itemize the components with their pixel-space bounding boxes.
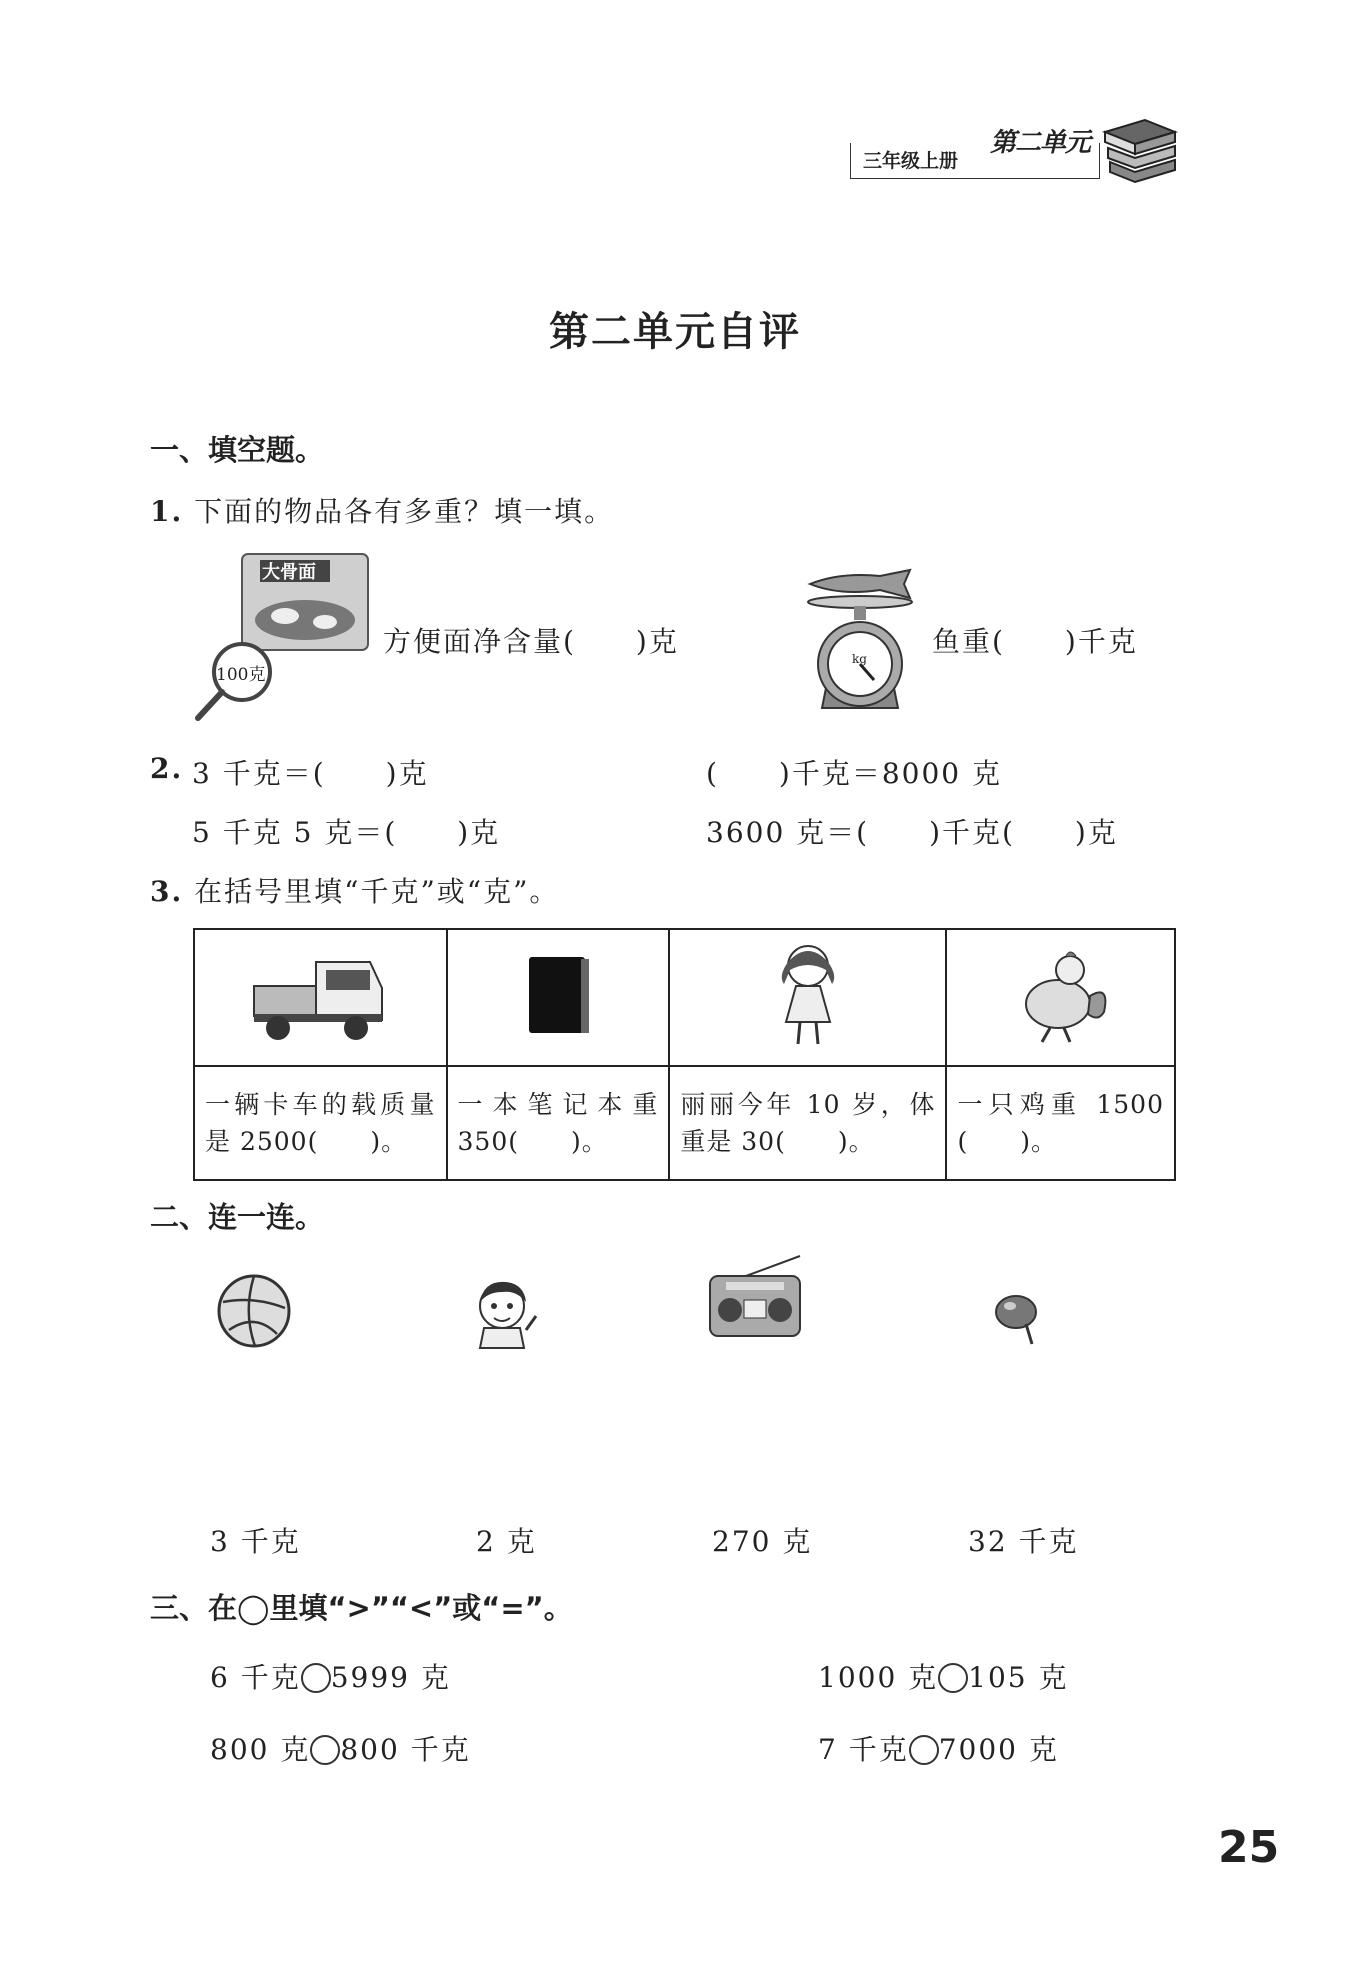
table-cell-truck-image [194, 929, 447, 1066]
volleyball-icon [215, 1272, 293, 1354]
girl-icon [768, 940, 848, 1052]
q1-prompt [150, 490, 614, 530]
scale-unit: kg [852, 652, 867, 666]
page-number: 25 [1218, 1822, 1280, 1873]
table-cell-girl-text: 丽丽今年 10 岁，体重是 30( )。 [669, 1066, 946, 1180]
noodle-question: 方便面净含量( )克 [383, 625, 679, 658]
weight-table [193, 928, 1176, 1181]
scale-icon [800, 568, 920, 732]
table-cell-truck-text: 一辆卡车的载质量是 2500( )。 [194, 1066, 447, 1180]
books-icon [1100, 112, 1180, 188]
weight-label-2: 2 克 [476, 1525, 537, 1558]
notebook-icon [523, 953, 593, 1039]
chicken-icon [1006, 948, 1116, 1044]
magnifier-icon [190, 638, 280, 732]
radio-icon [706, 1252, 806, 1348]
answer-circle[interactable] [938, 1663, 968, 1693]
fish-question: 鱼重( )千克 [932, 625, 1138, 658]
section2-heading: 二、连一连。 [150, 1200, 325, 1234]
boy-icon [468, 1276, 544, 1354]
q1-number: 1. [150, 495, 184, 528]
q2-item-4: 3600 克＝( )千克( )克 [706, 816, 1118, 849]
comparison-left: 1000 克 [818, 1661, 939, 1694]
comparison-1 [210, 1656, 451, 1696]
answer-circle[interactable] [301, 1663, 331, 1693]
q2-item-1: 3 千克＝( )克 [192, 757, 429, 790]
section1-heading: 一、填空题。 [150, 433, 325, 467]
weight-label-1: 3 千克 [210, 1525, 301, 1558]
weight-label-4: 32 千克 [968, 1525, 1079, 1558]
q2-item-3: 5 千克 5 克＝( )克 [192, 816, 501, 849]
comparison-left: 7 千克 [818, 1733, 909, 1766]
table-cell-notebook-image [447, 929, 670, 1066]
table-cell-girl-image [669, 929, 946, 1066]
comparison-left: 800 克 [210, 1733, 311, 1766]
q1-text: 下面的物品各有多重？填一填。 [194, 495, 615, 528]
table-cell-chicken-text: 一只鸡重 1500 ( )。 [946, 1066, 1175, 1180]
page-title: 第二单元自评 [549, 309, 801, 355]
table-cell-notebook-text: 一本笔记本重 350( )。 [447, 1066, 670, 1180]
comparison-right: 105 克 [968, 1661, 1069, 1694]
table-cell-chicken-image [946, 929, 1175, 1066]
grade-label: 三年级上册 [850, 143, 1100, 179]
q3-text: 在括号里填“千克”或“克”。 [194, 875, 560, 908]
comparison-3 [210, 1728, 471, 1768]
section3-heading: 三、在◯里填“>”“<”或“=”。 [150, 1591, 573, 1625]
q2-number: 2. [150, 752, 184, 785]
pushpin-icon [990, 1290, 1050, 1354]
unit-label: 第二单元 [990, 128, 1091, 158]
comparison-right: 7000 克 [938, 1733, 1059, 1766]
answer-circle[interactable] [909, 1735, 939, 1765]
q2-item-2: ( )千克＝8000 克 [706, 757, 1003, 790]
comparison-right: 5999 克 [330, 1661, 451, 1694]
comparison-2 [818, 1656, 1069, 1696]
comparison-left: 6 千克 [210, 1661, 301, 1694]
comparison-right: 800 千克 [340, 1733, 471, 1766]
noodle-brand: 大骨面 [262, 562, 316, 583]
comparison-4 [818, 1728, 1059, 1768]
truck-icon [250, 948, 390, 1044]
magnifier-label: 100克 [216, 665, 266, 685]
q3-number: 3. [150, 875, 184, 908]
q3-prompt [150, 870, 559, 910]
answer-circle[interactable] [310, 1735, 340, 1765]
weight-label-3: 270 克 [712, 1525, 813, 1558]
